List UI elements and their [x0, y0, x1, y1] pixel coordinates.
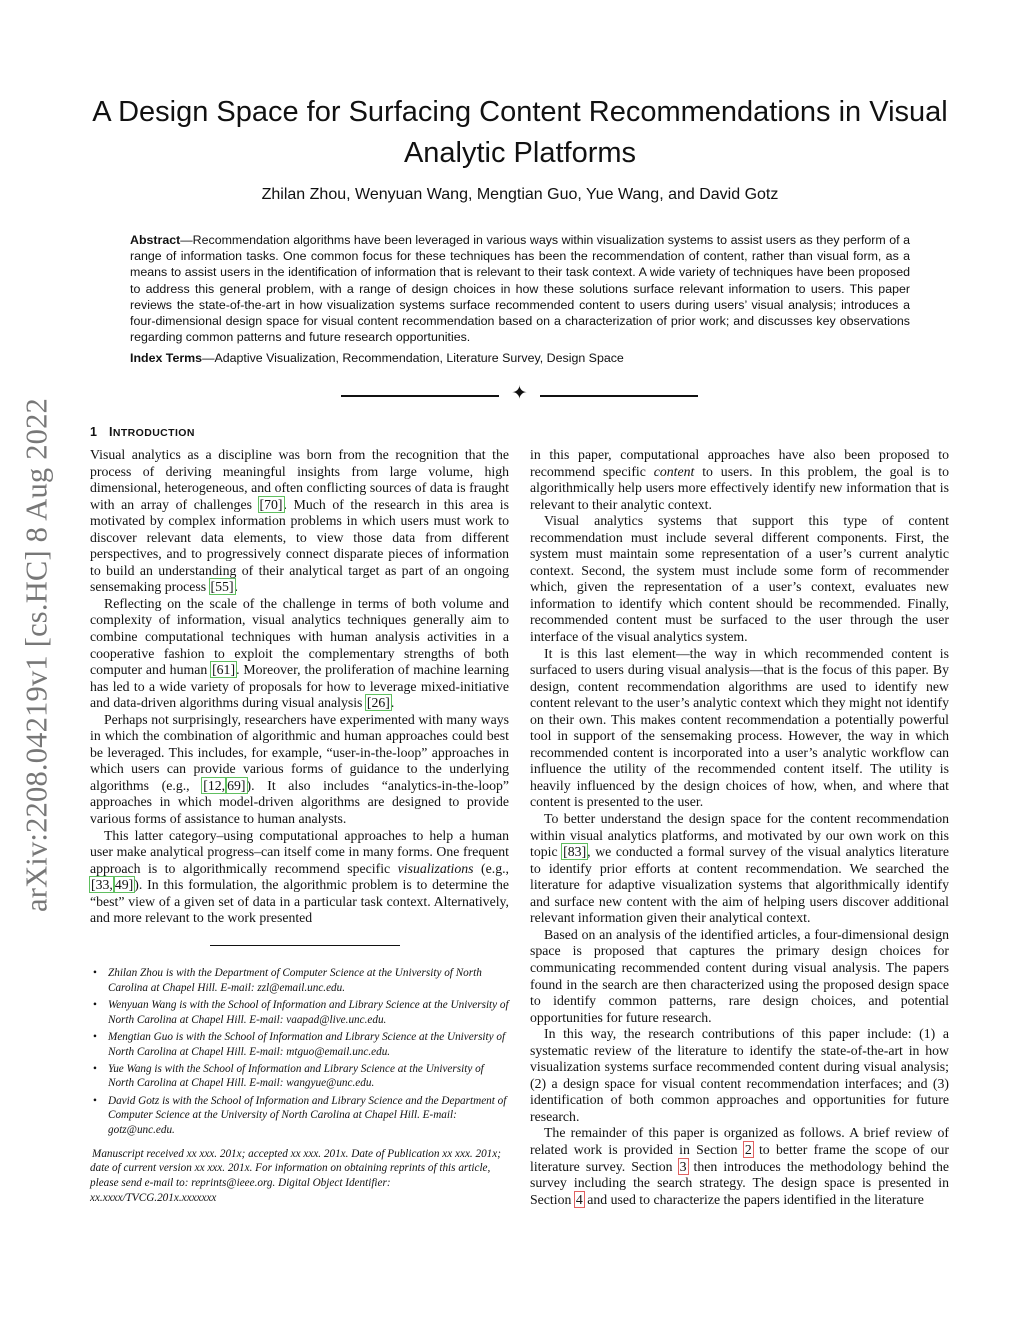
paragraph: The remainder of this paper is organized as follows. A brief review of related work is provided in Section 2 to better frame the scope of our literature survey. Section 3 then introduces the methodology behind the survey including the search strategy. The design space is presented in Section 4 and used to characterize the papers identified in the literature	[530, 1125, 949, 1207]
footnote-item: • David Gotz is with the School of Information and Library Science and the Department of Computer Science at the University of North Carolina at Chapel Hill. E-mail: gotz@unc.edu.	[93, 1094, 507, 1137]
section-heading	[90, 425, 195, 439]
author-list: Zhilan Zhou, Wenyuan Wang, Mengtian Guo, Yue Wang, and David Gotz	[261, 186, 779, 203]
paragraph: In this way, the research contributions of this paper include: (1) a systematic review of the literature to identify the state-of-the-art in how visualization systems surface recommended content during visual analysis; (2) a design space for visual content recommendation interfaces; and (3) identification of both common approaches and opportunities for future research.	[530, 1026, 949, 1124]
bullet-icon: •	[93, 1030, 97, 1043]
abstract	[130, 232, 910, 345]
bullet-icon: •	[93, 998, 97, 1011]
citation-link[interactable]: 49]	[114, 877, 134, 893]
section-link[interactable]: 2	[744, 1141, 752, 1157]
abstract-label: Abstract	[130, 233, 181, 247]
section-divider	[341, 383, 698, 406]
section-title-rest: NTRODUCTION	[112, 427, 195, 439]
footnote-rule	[210, 945, 400, 946]
arxiv-identifier: arXiv:2208.04219v1 [cs.HC] 8 Aug 2022	[19, 397, 54, 913]
citation-link[interactable]: [26]	[366, 695, 390, 711]
footnote-item: • Yue Wang is with the School of Information and Library Science at the University of North Carolina at Chapel Hill. E-mail: wangyue@unc.edu.	[93, 1062, 484, 1090]
author-footnotes	[90, 966, 509, 1206]
arxiv-sidebar	[14, 350, 60, 960]
paragraph: Perhaps not surprisingly, researchers have experimented with many ways in which the combination of algorithmic and human approaches could best be leveraged. This includes, for example, “user-in-the-loop” approaches in which users can provide various forms of guidance to the underlying algorithms (e.g., [12, 69]). It also includes “analytics-in-the-loop” approaches in which model-driven algorithms are designed to provide various forms of assistance to human analysts.	[90, 711, 509, 827]
section-link[interactable]: 4	[575, 1191, 583, 1207]
footnote-item: • Wenyuan Wang is with the School of Information and Library Science at the University of North Carolina at Chapel Hill. E-mail: vaapad@live.unc.edu.	[93, 998, 509, 1026]
footnote-item: • Mengtian Guo is with the School of Information and Library Science at the University of North Carolina at Chapel Hill. E-mail: mtguo@email.unc.edu.	[93, 1030, 506, 1058]
left-column	[90, 447, 509, 927]
bullet-icon: •	[93, 1062, 97, 1075]
paragraph: Reflecting on the scale of the challenge in terms of both volume and complexity of information, visual analytics techniques generally aim to combine computational techniques with human analysis activities in a cooperative fashion to exploit the complementary strengths of both computer and human [61]. Moreover, the proliferation of machine learning has led to a wide variety of proposals for how to leverage mixed-initiative and data-driven algorithms during visual analysis [26].	[90, 595, 510, 711]
paragraph: Based on an analysis of the identified articles, a four-dimensional design space is proposed that captures the primary design choices for communicating recommended content during visual analysis. The papers found in the search are then characterized using the proposed design space to identify common patterns, rare design choices, and potential opportunities for future research.	[530, 926, 949, 1025]
citation-link[interactable]: [83]	[563, 844, 587, 860]
abstract-text: —Recommendation algorithms have been leveraged in various ways within visualization systems to assist users as they perform of a range of information tasks. One common focus for these techniques has been the recommendation of content, rather than visual form, as a means to assist users in the identification of information that is relevant to their task context. A wide variety of techniques have been proposed to address this general problem, with a range of design choices in how these solutions surface relevant information to users. This paper reviews the state-of-the-art in how visualization systems surface recommended content to users during users’ visual analysis; introduces a four-dimensional design space for visual content recommendation based on a characterization of prior work; and discusses key observations regarding common patterns and future research opportunities.	[130, 233, 910, 345]
citation-link[interactable]: 69]	[227, 777, 246, 793]
index-terms	[130, 351, 910, 365]
paragraph: in this paper, computational approaches have also been proposed to recommend specific content to users. In this problem, the goal is to algorithmically help users more effectively identify new information that is relevant to their analytic context.	[530, 447, 949, 512]
paper-title: A Design Space for Surfacing Content Recommendations in Visual Analytic Platforms	[92, 96, 948, 169]
section-number: 1	[90, 425, 98, 439]
paragraph: To better understand the design space for the content recommendation within visual analytics platforms, and motivated by our own work on this topic [83], we conducted a formal survey of the visual analytics literature to identify prior efforts at content recommendation. We searched the literature for adaptive visualization systems that algorithmically identify and surface new content with the aim of helping users discover additional relevant information given their analytical context.	[530, 811, 949, 926]
paragraph: Visual analytics systems that support this type of content recommendation must include several different components. First, the system must maintain some representation of a user’s current analytic context. Second, the system must include some form of recommender which, given the representation of a user’s context, evaluates new information to identify which content should be recommended. Finally, recommended content must be surfaced to the user through the user interface of the visual analytics system.	[530, 513, 949, 645]
paragraph: It is this last element—the way in which recommended content is surfaced to users during visual analysis—that is the focus of this paper. By design, content recommendation algorithms are used to identify new content relevant to the user’s analytic context which they might not identify on their own. This makes content recommendation a potentially powerful tool in support of the sensemaking process. However, the way in which recommended content is incorporated into a user’s analytic workflow can influence the utility of the recommended content itself. The utility is heavily influenced by the design choices of how, when, and where that content is presented to the user.	[530, 645, 949, 810]
four-point-star-icon: ✦	[511, 383, 528, 404]
bullet-icon: •	[93, 967, 97, 979]
paragraph: This latter category–using computational approaches to help a human user make analytical progress–can itself come in many forms. One frequent approach is to algorithmically recommend specific visualizations (e.g., [33, 49]). In this formulation, the algorithmic problem is to determine the “best” view of a given set of data in a particular task context. Alternatively, and more relevant to the work presented	[90, 827, 509, 926]
citation-link[interactable]: [70]	[259, 496, 283, 512]
index-terms-text: —Adaptive Visualization, Recommendation, Literature Survey, Design Space	[202, 351, 624, 365]
paragraph: Visual analytics as a discipline was born from the recognition that the process of deriving meaningful insights from large volume, high dimensional, heterogeneous, and often conflicting sources of data is fraught with an array of challenges [70]. Much of the research in this area is motivated by complex information problems in which users must work to discover relevant data elements, to view those data from different perspectives, and to progressively connect disparate pieces of information to build an understanding of their analytical target as part of an ongoing sensemaking process [55].	[90, 447, 509, 595]
right-column	[530, 447, 949, 1208]
divider-line-left	[341, 395, 499, 397]
citation-link[interactable]: [55]	[210, 579, 234, 595]
citation-link[interactable]: [33,	[91, 877, 113, 893]
citation-link[interactable]: [61]	[212, 662, 236, 678]
footnote-item: • Zhilan Zhou is with the Department of Computer Science at the University of North Carolina at Chapel Hill. E-mail: zzl@email.unc.edu.	[93, 967, 482, 994]
section-title-initial: I	[108, 425, 113, 439]
citation-link[interactable]: [12,	[203, 777, 226, 793]
manuscript-note: Manuscript received xx xxx. 201x; accepted xx xxx. 201x. Date of Publication xx xxx. 201x; date of current version xx xxx. 201x. For information on obtaining reprints of this article, please send e-mail to: reprints@ieee.org. Digital Object Identifier: xx.xxxx/TVCG.201x.xxxxxxx	[90, 1147, 501, 1204]
index-terms-label: Index Terms	[130, 351, 203, 365]
bullet-icon: •	[93, 1094, 97, 1107]
divider-line-right	[540, 395, 698, 397]
section-link[interactable]: 3	[679, 1158, 687, 1174]
